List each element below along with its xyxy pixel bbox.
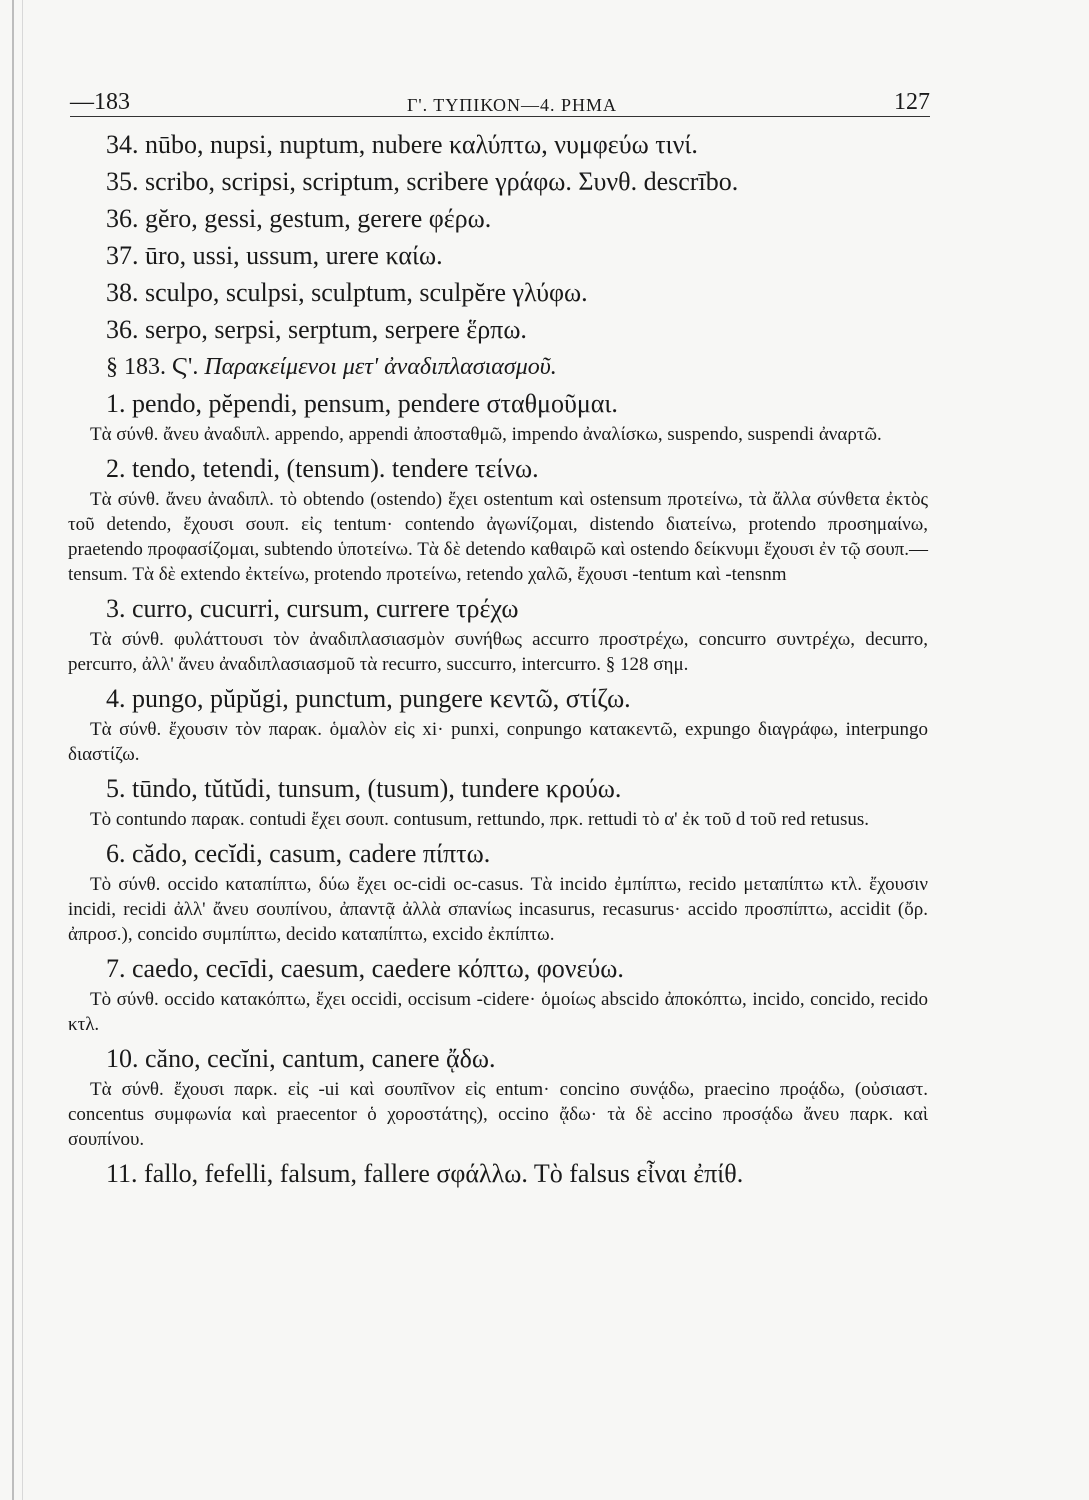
- verb-entry: 4. pungo, pŭpŭgi, punctum, pungere κεντῶ, στίζω.: [106, 684, 631, 713]
- entry-note: Τὰ σύνθ. ἄνευ ἀναδιπλ. τὸ obtendo (ostendo) ἔχει ostentum καὶ ostensum προτείνω, τὰ ἄλλα σύνθετα ἐκτὸς τοῦ detendo, ἔχουσι σουπ. εἰς tentum· contendo ἀγωνίζομαι, distendo διατείνω, protendo προσημαίνω, praetendo προφασίζομαι, subtendo ὑποτείνω. Τὰ δὲ detendo καθαιρῶ καὶ ostendo δείκνυμι ἔχουσι ἐν τῷ σουπ.—tensum. Τὰ δὲ extendo ἐκτείνω, protendo προτείνω, retendo χαλῶ, ἔχουσι -tentum καὶ -tensnm: [68, 489, 928, 585]
- verb-entry: 36. serpo, serpsi, serptum, serpere ἕρπω.: [106, 315, 527, 344]
- verb-entry: 38. sculpo, sculpsi, sculptum, sculpĕre γλύφω.: [106, 278, 588, 307]
- section-number: § 183. Ϛ'.: [106, 354, 199, 380]
- entry-note: Τὰ σύνθ. ἄνευ ἀναδιπλ. appendo, appendi ἀποσταθμῶ, impendo ἀναλίσκω, suspendo, suspendi ἀναρτῶ.: [90, 424, 882, 445]
- entry-note: Τὸ σύνθ. occido καταπίπτω, δύω ἔχει oc-cidi oc-casus. Τὰ incido ἐμπίπτω, recido μεταπίπτω κτλ. ἔχουσιν incidi, recidi ἀλλ' ἄνευ σουπίνου, ἀπαντᾷ ἀλλὰ σπανίως incasurus, recasurus· accido προσπίπτω, accidit (ὄρ. ἀπροσ.), concido συμπίπτω, decido καταπίπτω, excido ἐκπίπτω.: [68, 874, 928, 945]
- page-body: [68, 126, 928, 1192]
- entry-note: Τὰ σύνθ. ἔχουσι παρκ. εἰς -ui καὶ σουπῖνον εἰς entum· concino συνᾴδω, praecino προᾴδω, (οὐσιαστ. concentus συμφωνία καὶ praecentor ὁ χοροστάτης), occino ᾄδω· τὰ δὲ accino προσᾴδω ἄνευ παρκ. καὶ σουπίνου.: [68, 1079, 928, 1150]
- verb-entry: 7. caedo, cecīdi, caesum, caedere κόπτω, φονεύω.: [106, 954, 624, 983]
- verb-entry: 3. curro, cucurri, cursum, currere τρέχω: [106, 594, 519, 623]
- verb-entry: 11. fallo, fefelli, falsum, fallere σφάλλω. Τὸ falsus εἶναι ἐπίθ.: [106, 1159, 744, 1188]
- verb-entry: 5. tūndo, tŭtŭdi, tunsum, (tusum), tundere κρούω.: [106, 774, 622, 803]
- page-binding-edge: [12, 0, 23, 1500]
- entry-note: Τὸ σύνθ. occido κατακόπτω, ἔχει occidi, occisum -cidere· ὁμοίως abscido ἀποκόπτω, incido, concido, recido κτλ.: [68, 989, 928, 1035]
- entry-note: Τὰ σύνθ. φυλάττουσι τὸν ἀναδιπλασιασμὸν συνήθως accurro προστρέχω, concurro συντρέχω, decurro, percurro, ἀλλ' ἄνευ ἀναδιπλασιασμοῦ τὰ recurro, succurro, intercurro. § 128 σημ.: [68, 629, 928, 675]
- page-number: 127: [894, 89, 930, 115]
- verb-entry: 34. nūbo, nupsi, nuptum, nubere καλύπτω, νυμφεύω τινί.: [106, 130, 698, 159]
- section-range: —183: [70, 89, 130, 115]
- verb-entry: 1. pendo, pĕpendi, pensum, pendere σταθμοῦμαι.: [106, 389, 618, 418]
- verb-entry: 36. gĕro, gessi, gestum, gerere φέρω.: [106, 204, 492, 233]
- verb-entry: 6. cădo, cecĭdi, casum, cadere πίπτω.: [106, 839, 491, 868]
- verb-entry: 10. căno, cecĭni, cantum, canere ᾄδω.: [106, 1044, 496, 1073]
- section-title: Παρακείμενοι μετ' ἀναδιπλασιασμοῦ.: [204, 354, 557, 380]
- entry-note: Τὸ contundo παρακ. contudi ἔχει σουπ. contusum, rettundo, πρκ. rettudi τὸ α' ἐκ τοῦ d τοῦ red retusus.: [90, 809, 870, 830]
- page-header: [70, 76, 930, 117]
- verb-entry: 35. scribo, scripsi, scriptum, scribere γράφω. Συνθ. descrībo.: [106, 167, 739, 196]
- verb-entry: 2. tendo, tetendi, (tensum). tendere τείνω.: [106, 454, 539, 483]
- running-title: Γ'. ΤΥΠΙΚΟΝ—4. ΡΗΜΑ: [406, 95, 618, 115]
- verb-entry: 37. ūro, ussi, ussum, urere καίω.: [106, 241, 443, 270]
- entry-note: Τὰ σύνθ. ἔχουσιν τὸν παρακ. ὁμαλὸν εἰς xi· punxi, conpungo κατακεντῶ, expungo διαγράφω, interpungo διαστίζω.: [68, 719, 928, 765]
- section-heading: [68, 348, 928, 386]
